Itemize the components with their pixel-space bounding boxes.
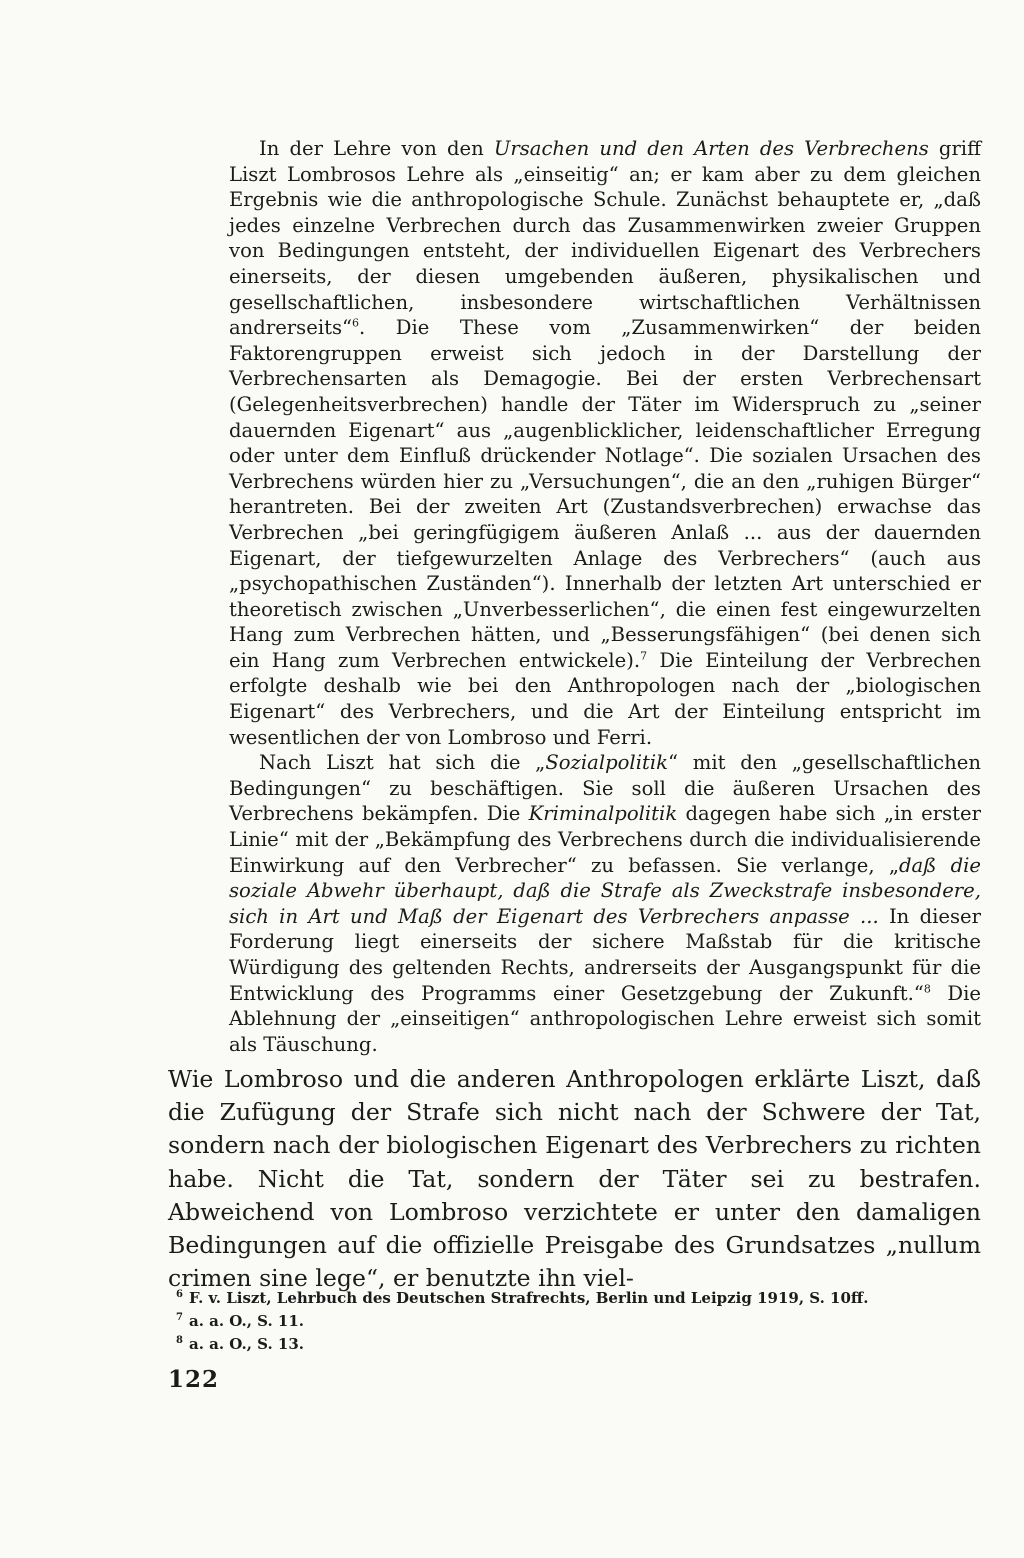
text-span: Die Einteilung der Verbrechen erfolgte deshalb wie bei den Anthropologen nach der „biologischen Eigenart“ des Verbrechers, und die Art der Einteilung entspricht im wesentlichen der von Lombroso und Ferri. [229, 648, 981, 749]
footnote-ref: 6 [352, 316, 360, 330]
text-span: dagegen habe sich „in erster Linie“ mit der „Bekämpfung des Verbrechens durch die individualisierende Einwirkung auf den Verbrecher“ zu befassen. Sie verlange, „ [229, 802, 981, 877]
quoted-text-block [229, 136, 981, 1057]
text-span: In dieser Forderung liegt einerseits der sichere Maßstab für die kritische Würdigung des geltenden Rechts, andrerseits der Ausgangspunkt für die Entwicklung des Programms einer Gesetzgebung der Zukunft.“ [229, 904, 981, 1005]
footnote-ref: 7 [640, 649, 648, 663]
text-span: Die Ablehnung der „einseitigen“ anthropologischen Lehre erweist sich somit als Täuschung. [229, 981, 981, 1056]
footnote-mark: 8 [176, 1335, 183, 1346]
italic-span: Ursachen und den Arten des Verbrechens [493, 137, 929, 160]
footnote-mark: 7 [176, 1312, 183, 1323]
text-span: “ mit den „gesellschaftlichen Bedingungen“ zu beschäftigen. Sie soll die äußeren Ursachen des Verbrechens bekämpfen. Die [229, 751, 981, 826]
footnote-text: a. a. O., S. 13. [188, 1335, 304, 1353]
text-span: Nach Liszt hat sich die „ [259, 751, 546, 775]
italic-span: Kriminalpolitik [528, 802, 678, 826]
text-span: . Die These vom „Zusammenwirken“ der beiden Faktorengruppen erweist sich jedoch in der Darstellung der Verbrechensarten als Demagogie. Bei der ersten Verbrechensart (Gelegenheitsverbrechen) handle der Täter im Widerspruch zu „seiner dauernden Eigenart“ aus „augenblicklicher, leidenschaftlicher Erregung oder unter dem Einfluß drückender Notlage“. Die sozialen Ursachen des Verbrechens würden hier zu „Versuchungen“, die an den „ruhigen Bürger“ herantreten. Bei der zweiten Art (Zustandsverbrechen) erwachse das Verbrechen „bei geringfügigem äußeren Anlaß ... aus der dauernden Eigenart, der tiefgewurzelten Anlage des Verbrechers“ (auch aus „psychopathischen Zuständen“). Innerhalb der letzten Art unterschied er theoretisch zwischen „Unverbesserlichen“, die einen fest eingewurzelten Hang zum Verbrechen hätten, und „Besserungsfähigen“ (bei denen sich ein Hang zum Verbrechen entwickele). [229, 316, 981, 672]
footnote [176, 1285, 981, 1308]
text-span: griff Liszt Lombrosos Lehre als „einseitig“ an; er kam aber zu dem gleichen Ergebnis wie die anthropologische Schule. Zunächst behauptete er, „daß jedes einzelne Verbrechen durch das Zusammenwirken zweier Gruppen von Bedingungen entsteht, der individuellen Eigenart des Verbrechers einerseits, der diesen umgebenden äußeren, physikalischen und gesellschaftlichen, insbesondere wirtschaftlichen Verhältnissen andrerseits“ [229, 137, 981, 340]
footnote-ref: 8 [923, 982, 931, 996]
paragraph-ursachen [229, 136, 981, 750]
text-span: In der Lehre von den [259, 137, 494, 160]
paragraph-lombroso: Wie Lombroso und die anderen Anthropologen erklärte Liszt, daß die Zufügung der Strafe sich nicht nach der Schwere der Tat, sondern nach der biologischen Eigenart des Verbrechers zu richten habe. Nicht die Tat, sondern der Täter sei zu bestrafen. Abweichend von Lombroso verzichtete er unter den damaligen Bedingungen auf die offizielle Preisgabe des Grundsatzes „nullum crimen sine lege“, er benutzte ihn viel- [168, 1065, 981, 1293]
footnote-text: F. v. Liszt, Lehrbuch des Deutschen Strafrechts, Berlin und Leipzig 1919, S. 10ff. [188, 1289, 869, 1307]
footnote-text: a. a. O., S. 11. [188, 1312, 304, 1330]
page-number: 122 [168, 1366, 220, 1393]
footnotes [168, 1285, 981, 1354]
paragraph-sozialpolitik [229, 750, 981, 1057]
main-text-block [168, 1063, 981, 1295]
footnote-mark: 6 [176, 1289, 183, 1300]
footnote [176, 1331, 981, 1354]
footnote [176, 1308, 981, 1331]
italic-span: daß die soziale Abwehr überhaupt, daß die Strafe als Zweckstrafe insbesondere, sich in Art und Maß der Eigenart des Verbrechers anpasse ... [229, 853, 981, 928]
italic-span: Sozialpolitik [545, 751, 668, 775]
